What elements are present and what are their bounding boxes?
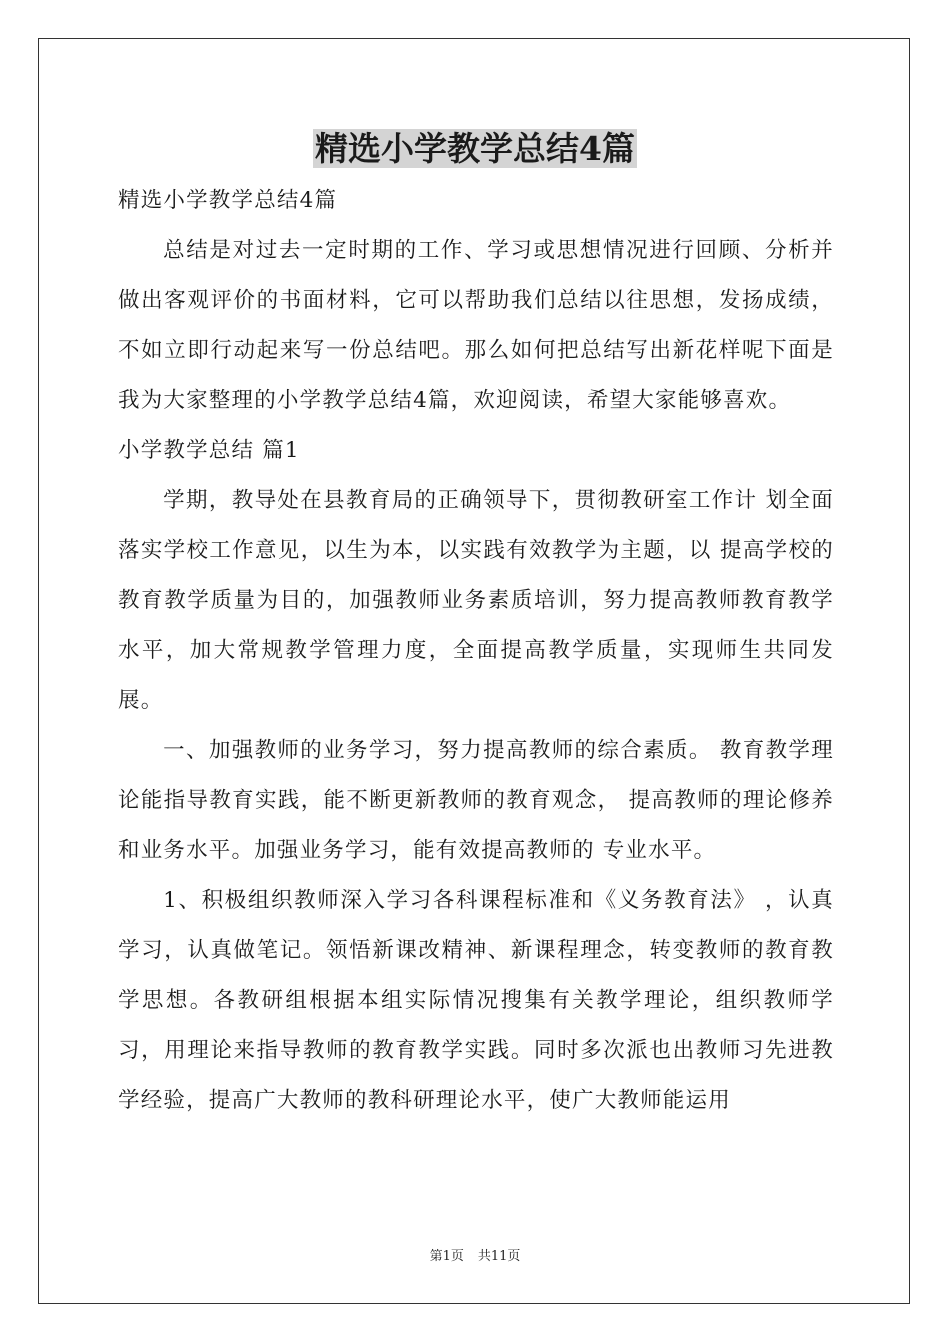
page-number: 第1页 [429, 1249, 464, 1264]
body-paragraph: 一、加强教师的业务学习，努力提高教师的综合素质。 教育教学理论能指导教育实践，能不断更新教师的教育观念， 提高教师的理论修养和业务水平。加强业务学习，能有效提高教师的 专业水平。 [118, 738, 834, 863]
document-body [118, 176, 834, 1126]
body-paragraph: 学期，教导处在县教育局的正确领导下，贯彻教研室工作计 划全面落实学校工作意见，以生为本，以实践有效教学为主题，以 提高学校的教育教学质量为目的，加强教师业务素质培训，努力提高教师教育教学水平，加大常规教学管理力度，全面提高教学质量，实现师生共同发展。 [118, 488, 834, 713]
intro-paragraph: 总结是对过去一定时期的工作、学习或思想情况进行回顾、分析并做出客观评价的书面材料，它可以帮助我们总结以往思想，发扬成绩，不如立即行动起来写一份总结吧。那么如何把总结写出新花样呢下面是我为大家整理的小学教学总结4篇，欢迎阅读，希望大家能够喜欢。 [118, 238, 834, 413]
page-total: 共11页 [477, 1249, 521, 1264]
subtitle-paragraph: 精选小学教学总结4篇 [118, 188, 338, 213]
document-title [0, 126, 950, 172]
section-heading: 小学教学总结 篇1 [118, 438, 300, 463]
body-paragraph: 1、积极组织教师深入学习各科课程标准和《义务教育法》 ，认真学习，认真做笔记。领悟新课改精神、新课程理念，转变教师的教育教学思想。各教研组根据本组实际情况搜集有关教学理论，组织教师学习，用理论来指导教师的教育教学实践。同时多次派也出教师习先进教学经验，提高广大教师的教科研理论水平，使广大教师能运用 [118, 888, 834, 1113]
document-title-text: 精选小学教学总结4篇 [315, 129, 635, 168]
page-footer [0, 1249, 950, 1265]
